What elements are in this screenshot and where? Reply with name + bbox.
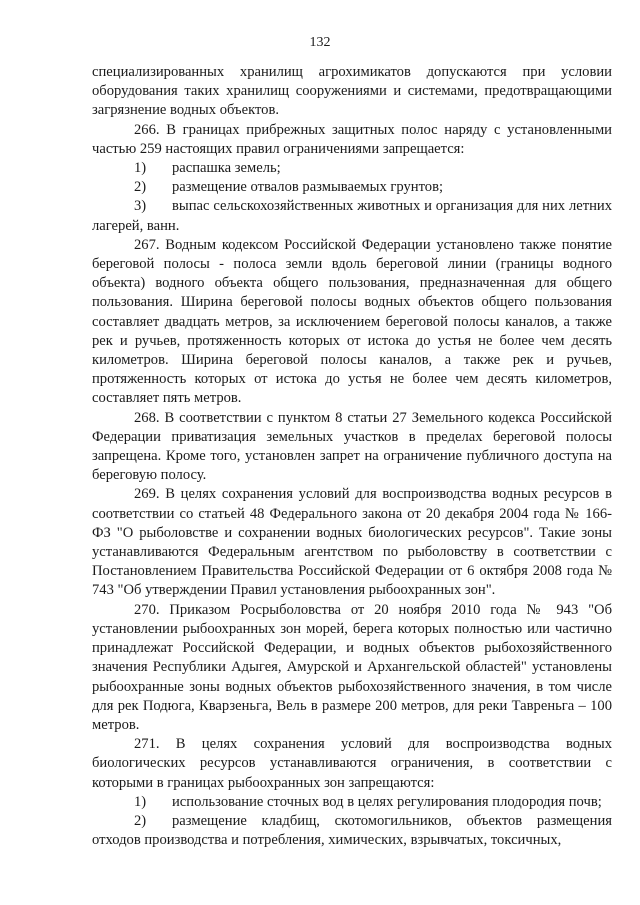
paragraph: 266. В границах прибрежных защитных полос наряду с установленными частью 259 настоящих правил ограничениями запрещается: [92,121,612,157]
list-item [92,793,612,812]
list-item [92,812,612,850]
list-item-text: использование сточных вод в целях регулирования плодородия почв; [172,793,602,810]
list-item-text: размещение кладбищ, скотомогильников, объектов размещения отходов производства и потребления, химических, взрывчатых, токсичных, [92,812,612,849]
list-item-number: 2) [134,812,147,829]
list-item [92,159,612,178]
list-item-number: 2) [134,179,147,196]
list-item-number: 1) [134,793,147,810]
paragraph: 268. В соответствии с пунктом 8 статьи 27 Земельного кодекса Российской Федерации приватизация земельных участков в пределах береговой полосы запрещена. Кроме того, установлен запрет на ограничение публичного доступа на береговую полосу. [92,409,612,484]
paragraph-continuation: специализированных хранилищ агрохимикатов допускаются при условии оборудования таких хранилищ сооружениями и системами, предотвращающими загрязнение водных объектов. [92,64,612,119]
document-body [92,63,612,850]
list-item [92,178,612,197]
paragraph: 267. Водным кодексом Российской Федерации установлено также понятие береговой полосы - полоса земли вдоль береговой линии (границы водного объекта) водного объекта общего пользования, предназначенная для общего пользования. Ширина береговой полосы водных объектов общего пользования составляет двадцать метров, за исключением береговой полосы каналов, а также рек и ручьев, протяженность которых от истока до устья не более чем десять километров. Ширина береговой полосы каналов, а также рек и ручьев, протяженность которых от истока до устья не более чем десять километров, составляет пять метров. [92,236,612,407]
list-item-number: 3) [134,198,147,215]
list-item-text: размещение отвалов размываемых грунтов; [172,179,444,196]
page-number: 132 [309,35,331,50]
list-item-text: распашка земель; [172,160,281,177]
paragraph: 269. В целях сохранения условий для воспроизводства водных ресурсов в соответствии со статьей 48 Федерального закона от 20 декабря 2004 года № 166-ФЗ "О рыболовстве и сохранении водных биологических ресурсов". Такие зоны устанавливаются Федеральным агентством по рыболовству в соответствии с Постановлением Правительства Российской Федерации от 6 октября 2008 года № 743 "Об утверждении Правил установления рыбоохранных зон". [92,486,612,599]
paragraph: 270. Приказом Росрыболовства от 20 ноября 2010 года № 943 "Об установлении рыбоохранных зон морей, берега которых полностью или частично принадлежат Российской Федерации, и водных объектов рыбохозяйственного значения Республики Адыгея, Амурской и Архангельской областей" установлены рыбоохранные зоны водных объектов рыбохозяйственного значения, в том числе для рек Подюга, Кварзеньга, Вель в размере 200 метров, для реки Тавреньга – 100 метров. [92,601,612,733]
paragraph: 271. В целях сохранения условий для воспроизводства водных биологических ресурсов устанавливаются ограничения, в соответствии с которыми в границах рыбоохранных зон запрещаются: [92,736,612,791]
list-item-number: 1) [134,160,147,177]
list-item [92,197,612,235]
list-item-text: выпас сельскохозяйственных животных и организация для них летних лагерей, ванн. [92,198,612,234]
